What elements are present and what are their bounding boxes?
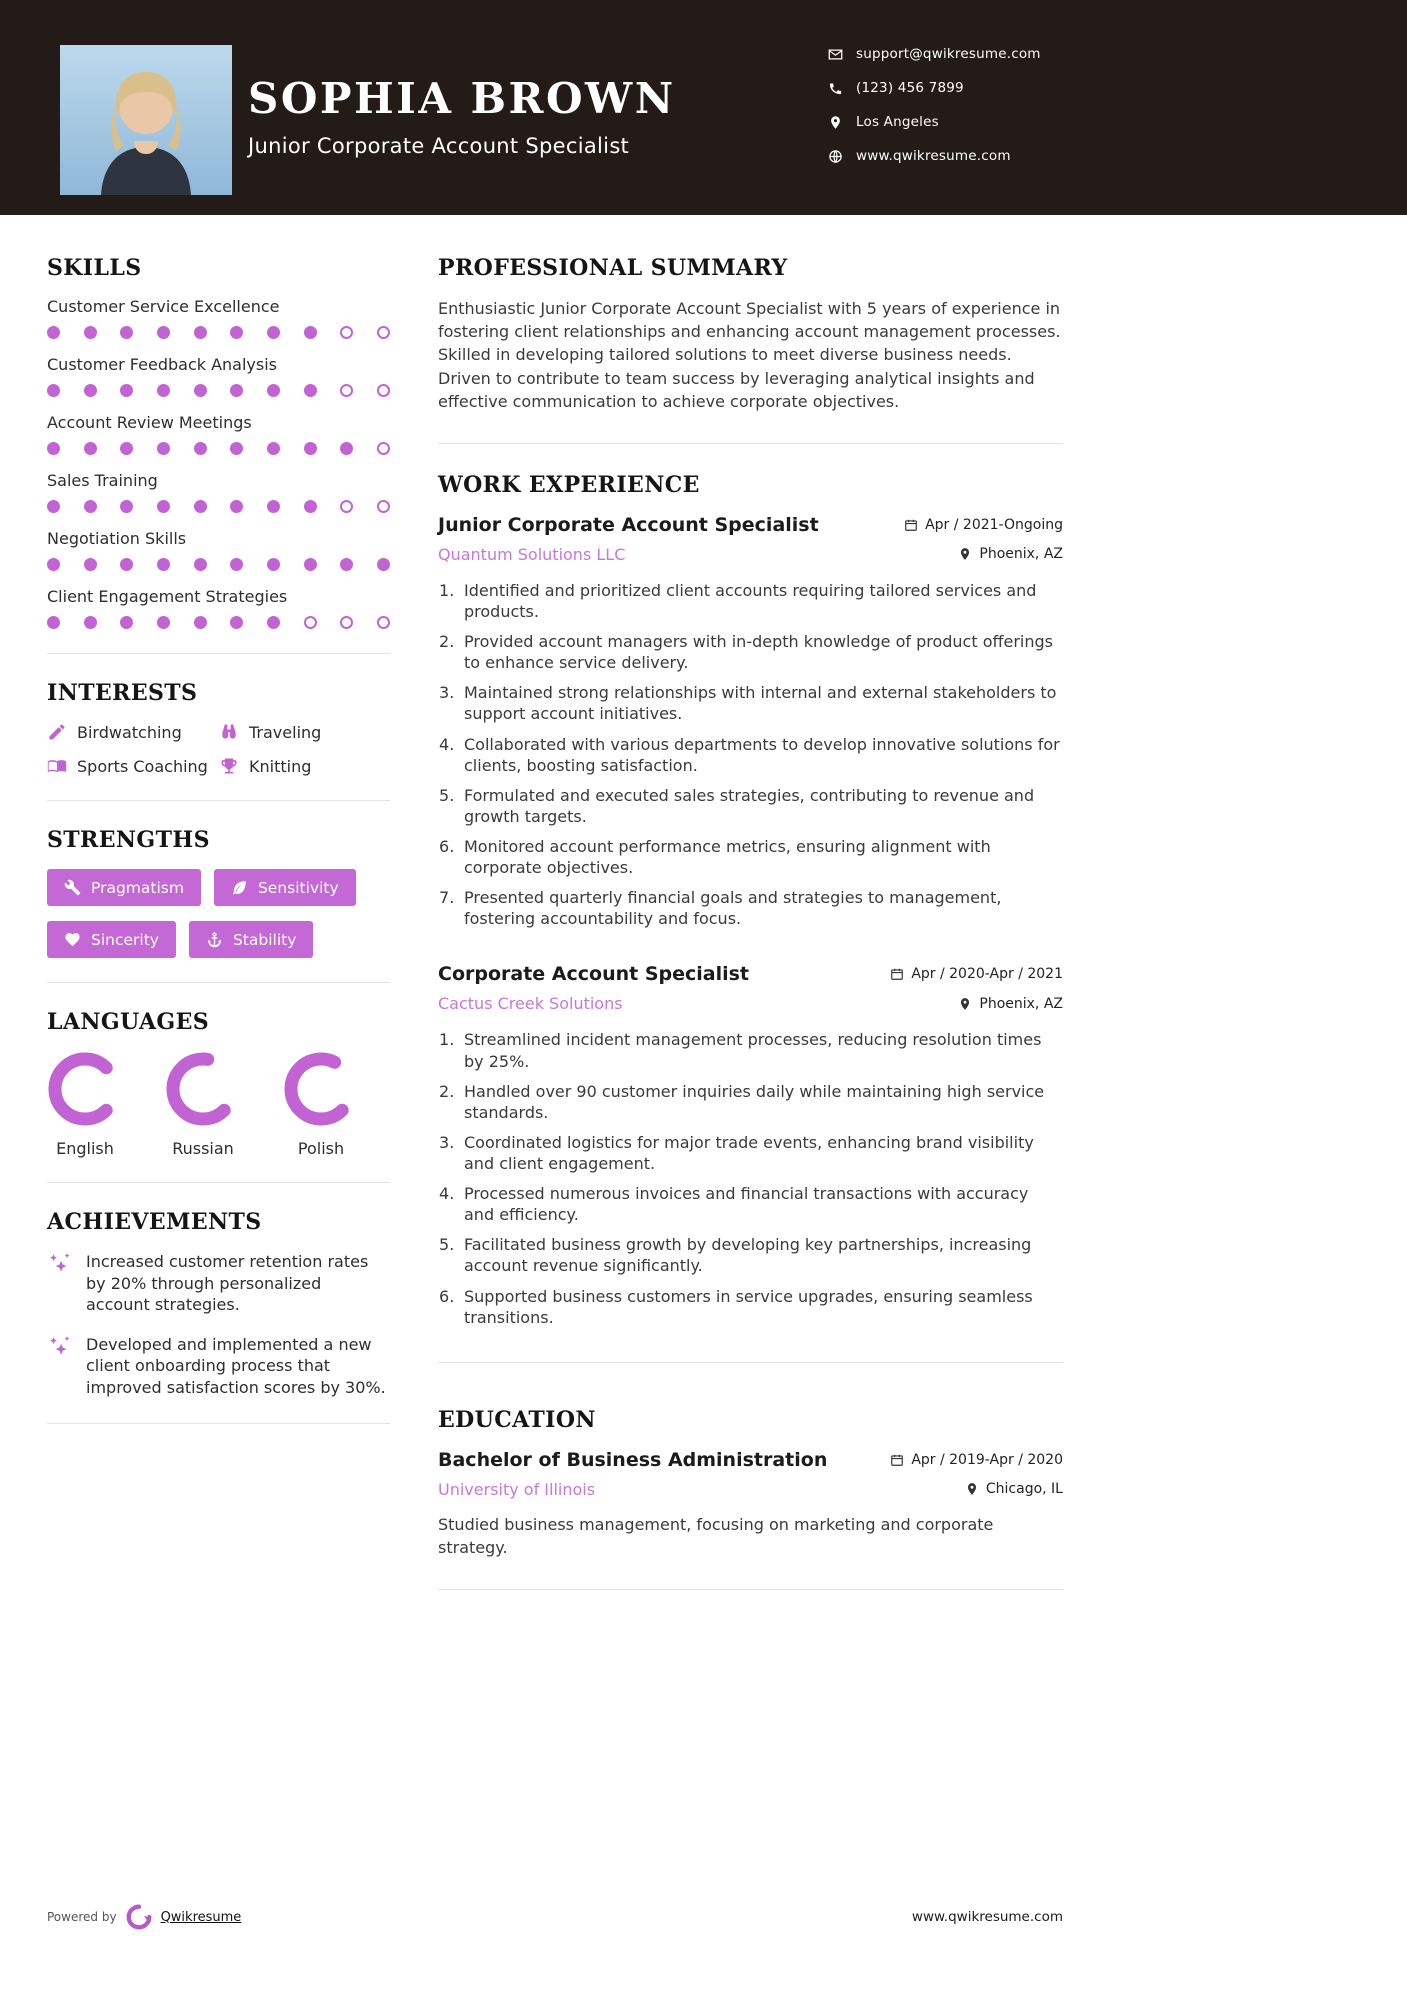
skill-dot — [84, 558, 97, 571]
strength-sensitivity — [214, 869, 356, 906]
job-header — [438, 514, 1063, 564]
skill-item — [47, 587, 390, 629]
skill-dot — [304, 558, 317, 571]
interests-heading: INTERESTS — [47, 680, 198, 706]
skill-dot — [230, 616, 243, 629]
skill-dot — [304, 616, 317, 629]
pin-icon — [965, 1482, 979, 1496]
skill-dot — [340, 616, 353, 629]
skill-dot — [304, 384, 317, 397]
interest-label: Knitting — [249, 756, 312, 776]
language-ring — [283, 1051, 359, 1127]
languages-heading: LANGUAGES — [47, 1009, 210, 1035]
job-location-text: Phoenix, AZ — [979, 995, 1063, 1012]
divider — [47, 653, 390, 654]
divider — [47, 1182, 390, 1183]
skill-rating — [47, 616, 390, 629]
skill-item — [47, 413, 390, 455]
skill-dot — [47, 442, 60, 455]
job-bullets — [438, 1029, 1063, 1327]
left-column — [47, 255, 390, 1590]
skill-dot — [47, 616, 60, 629]
language-label: Polish — [297, 1139, 345, 1158]
skill-dot — [157, 558, 170, 571]
skills-heading: SKILLS — [47, 255, 142, 281]
divider — [438, 443, 1063, 444]
skill-dot — [304, 500, 317, 513]
location-icon — [828, 115, 843, 130]
skill-label: Customer Service Excellence — [47, 297, 280, 316]
skill-dot — [157, 384, 170, 397]
job-dates — [890, 966, 1063, 982]
skill-dot — [267, 384, 280, 397]
skill-label: Client Engagement Strategies — [47, 587, 288, 606]
summary-text: Enthusiastic Junior Corporate Account Specialist with 5 years of experience in fostering client relationships and enhancing account management processes. Skilled in developing tailored solutions to meet diverse business needs. Driven to contribute to team success by leveraging analytical insights and effective communication to achieve corporate objectives. — [438, 299, 1061, 411]
globe-icon — [828, 149, 843, 164]
qwikresume-link[interactable]: Qwikresume — [160, 1909, 242, 1925]
skill-dot — [84, 500, 97, 513]
skill-dot — [194, 500, 207, 513]
skill-dot — [84, 326, 97, 339]
job-bullet: Collaborated with various departments to develop innovative solutions for clients, boosting satisfaction. — [464, 734, 1060, 775]
language-label: English — [56, 1139, 114, 1158]
skill-dot — [230, 500, 243, 513]
footer — [47, 1904, 1063, 1930]
skill-label: Account Review Meetings — [47, 413, 252, 432]
calendar-icon — [890, 1453, 904, 1467]
education-description: Studied business management, focusing on marketing and corporate strategy. — [438, 1514, 994, 1557]
skill-dot — [267, 442, 280, 455]
job-title: Corporate Account Specialist — [438, 963, 750, 986]
skill-item — [47, 471, 390, 513]
interest-sports-coaching — [47, 756, 219, 776]
skill-dot — [230, 442, 243, 455]
job-entry — [438, 963, 1063, 1327]
interest-traveling — [219, 722, 390, 742]
strength-label: Sensitivity — [257, 878, 339, 897]
contact-email-text: support@qwikresume.com — [856, 46, 1041, 62]
job-entry — [438, 514, 1063, 930]
strength-chips — [47, 869, 390, 958]
job-bullet: Formulated and executed sales strategies, contributing to revenue and growth targets. — [464, 785, 1035, 826]
job-bullet: Handled over 90 customer inquiries daily while maintaining high service standards. — [464, 1081, 1045, 1122]
pin-icon — [958, 997, 972, 1011]
header — [0, 0, 1407, 215]
binoculars-icon — [219, 722, 239, 742]
achievements-heading: ACHIEVEMENTS — [47, 1209, 262, 1235]
job-bullet: Maintained strong relationships with internal and external stakeholders to support account initiatives. — [464, 683, 1057, 724]
skill-dot — [377, 326, 390, 339]
achievement-icon — [47, 1334, 73, 1360]
pen-icon — [47, 722, 67, 742]
contact-phone — [828, 80, 1041, 96]
contact-list — [828, 46, 1041, 164]
skill-dot — [304, 442, 317, 455]
skill-dot — [157, 326, 170, 339]
skill-dot — [304, 326, 317, 339]
job-bullet: Supported business customers in service upgrades, ensuring seamless transitions. — [464, 1286, 1033, 1327]
interest-label: Birdwatching — [77, 722, 182, 742]
skill-label: Sales Training — [47, 471, 158, 490]
interest-birdwatching — [47, 722, 219, 742]
skill-rating — [47, 384, 390, 397]
divider — [438, 1589, 1063, 1590]
skill-dot — [377, 616, 390, 629]
job-location — [890, 996, 1063, 1012]
language-russian — [165, 1051, 241, 1158]
job-location — [904, 546, 1063, 562]
skill-rating — [47, 326, 390, 339]
profile-photo-image — [60, 45, 232, 195]
education-header — [438, 1449, 1063, 1499]
job-dates-text: Apr / 2020-Apr / 2021 — [911, 966, 1063, 983]
skill-dot — [120, 442, 133, 455]
pin-icon — [958, 547, 972, 561]
strength-stability — [189, 921, 313, 958]
interest-label: Sports Coaching — [77, 756, 208, 776]
person-name: SOPHIA BROWN — [248, 74, 676, 123]
education-heading: EDUCATION — [438, 1406, 596, 1433]
achievement-icon — [47, 1251, 73, 1277]
strength-label: Sincerity — [91, 930, 159, 949]
achievement-text: Developed and implemented a new client onboarding process that improved satisfaction scores by 30%. — [86, 1334, 386, 1397]
skill-item — [47, 529, 390, 571]
skill-label: Customer Feedback Analysis — [47, 355, 278, 374]
book-icon — [47, 756, 67, 776]
skill-dot — [340, 442, 353, 455]
skill-dot — [84, 384, 97, 397]
footer-website[interactable]: www.qwikresume.com — [911, 1909, 1063, 1925]
strength-label: Pragmatism — [91, 878, 184, 897]
skills-section — [47, 255, 390, 629]
skill-dot — [377, 442, 390, 455]
language-ring — [47, 1051, 123, 1127]
identity — [248, 74, 676, 158]
skill-dot — [340, 384, 353, 397]
achievement-item — [47, 1251, 390, 1316]
skill-dot — [194, 558, 207, 571]
divider — [438, 1362, 1063, 1363]
skill-dot — [194, 326, 207, 339]
skill-dot — [120, 384, 133, 397]
skill-dot — [194, 384, 207, 397]
skill-dot — [340, 326, 353, 339]
skill-dot — [120, 500, 133, 513]
strength-pragmatism — [47, 869, 201, 906]
education-degree: Bachelor of Business Administration — [438, 1448, 828, 1471]
job-bullet: Identified and prioritized client accounts requiring tailored services and products. — [464, 580, 1037, 622]
achievement-text: Increased customer retention rates by 20% through personalized account strategies. — [86, 1252, 369, 1315]
qwikresume-logo — [126, 1904, 152, 1930]
skill-dot — [377, 384, 390, 397]
job-bullet: Presented quarterly financial goals and strategies to management, fostering accountability and focus. — [464, 888, 1002, 929]
skill-dot — [267, 616, 280, 629]
contact-website-text: www.qwikresume.com — [856, 148, 1011, 164]
strengths-heading: STRENGTHS — [47, 827, 210, 853]
skill-dot — [230, 326, 243, 339]
skill-dot — [194, 442, 207, 455]
language-list — [47, 1051, 390, 1158]
skill-dot — [267, 558, 280, 571]
skill-label: Negotiation Skills — [47, 529, 187, 548]
strength-sincerity — [47, 921, 176, 958]
interest-label: Traveling — [249, 722, 322, 742]
education-location-text: Chicago, IL — [985, 1481, 1063, 1498]
wrench-icon — [64, 879, 81, 896]
right-column — [438, 255, 1063, 1590]
strengths-section — [47, 827, 390, 958]
interests-grid — [47, 722, 390, 776]
language-english — [47, 1051, 123, 1158]
job-bullet: Monitored account performance metrics, ensuring alignment with corporate objectives. — [464, 837, 991, 878]
calendar-icon — [890, 967, 904, 981]
footer-brand — [47, 1904, 241, 1930]
education-dates-text: Apr / 2019-Apr / 2020 — [911, 1451, 1063, 1468]
heart-icon — [64, 931, 81, 948]
education-location — [890, 1481, 1063, 1497]
skill-dot — [230, 558, 243, 571]
job-header — [438, 963, 1063, 1013]
education-dates — [890, 1452, 1063, 1468]
calendar-icon — [904, 518, 918, 532]
language-ring — [165, 1051, 241, 1127]
skill-dot — [157, 442, 170, 455]
skill-dot — [120, 326, 133, 339]
phone-icon — [828, 81, 843, 96]
skill-dot — [340, 500, 353, 513]
contact-website[interactable] — [828, 148, 1041, 164]
contact-phone-text: (123) 456 7899 — [856, 80, 964, 96]
skill-dot — [120, 558, 133, 571]
divider — [47, 1423, 390, 1424]
skill-dot — [47, 500, 60, 513]
skill-dot — [377, 558, 390, 571]
anchor-icon — [206, 931, 223, 948]
job-company: Cactus Creek Solutions — [438, 994, 623, 1014]
skill-dot — [84, 616, 97, 629]
education-school: University of Illinois — [438, 1479, 596, 1499]
skill-dot — [47, 326, 60, 339]
skill-dot — [340, 558, 353, 571]
skill-dot — [267, 500, 280, 513]
job-bullet: Processed numerous invoices and financial transactions with accuracy and efficiency. — [464, 1184, 1029, 1225]
skill-dot — [194, 616, 207, 629]
summary-section — [438, 255, 1063, 413]
education-section — [438, 1407, 1063, 1559]
job-bullet: Streamlined incident management processes, reducing resolution times by 25%. — [464, 1030, 1042, 1071]
skill-dot — [267, 326, 280, 339]
languages-section — [47, 1009, 390, 1158]
job-bullet: Coordinated logistics for major trade events, enhancing brand visibility and client engagement. — [464, 1132, 1034, 1174]
job-location-text: Phoenix, AZ — [979, 546, 1063, 563]
skill-dot — [157, 500, 170, 513]
powered-by-label: Powered by — [47, 1910, 117, 1924]
skill-rating — [47, 558, 390, 571]
divider — [47, 982, 390, 983]
divider — [47, 800, 390, 801]
job-dates — [904, 517, 1063, 533]
achievements-section — [47, 1209, 390, 1399]
skill-item — [47, 297, 390, 339]
trophy-icon — [219, 756, 239, 776]
contact-location — [828, 114, 1041, 130]
job-dates-text: Apr / 2021-Ongoing — [925, 516, 1063, 533]
job-bullets — [438, 580, 1063, 930]
language-polish — [283, 1051, 359, 1158]
person-headline: Junior Corporate Account Specialist — [248, 134, 630, 158]
email-icon — [828, 47, 843, 62]
summary-heading: PROFESSIONAL SUMMARY — [438, 255, 788, 281]
work-section — [438, 472, 1063, 1328]
language-label: Russian — [172, 1139, 234, 1158]
content — [0, 215, 1407, 1590]
skill-dot — [47, 384, 60, 397]
skill-rating — [47, 500, 390, 513]
contact-email[interactable] — [828, 46, 1041, 62]
interest-knitting — [219, 756, 390, 776]
interests-section — [47, 680, 390, 776]
skill-dot — [157, 616, 170, 629]
skill-dot — [120, 616, 133, 629]
skill-dot — [230, 384, 243, 397]
contact-location-text: Los Angeles — [856, 114, 939, 130]
work-heading: WORK EXPERIENCE — [438, 471, 700, 498]
skill-dot — [377, 500, 390, 513]
strength-label: Stability — [232, 930, 297, 949]
profile-photo — [60, 45, 232, 195]
leaf-icon — [231, 879, 248, 896]
achievement-item — [47, 1334, 390, 1399]
job-bullet: Provided account managers with in-depth knowledge of product offerings to enhance service delivery. — [464, 632, 1054, 673]
skill-dot — [84, 442, 97, 455]
job-bullet: Facilitated business growth by developing key partnerships, increasing account revenue significantly. — [464, 1235, 1032, 1276]
skill-item — [47, 355, 390, 397]
job-company: Quantum Solutions LLC — [438, 544, 626, 564]
skill-dot — [47, 558, 60, 571]
job-title: Junior Corporate Account Specialist — [438, 513, 819, 536]
skill-rating — [47, 442, 390, 455]
